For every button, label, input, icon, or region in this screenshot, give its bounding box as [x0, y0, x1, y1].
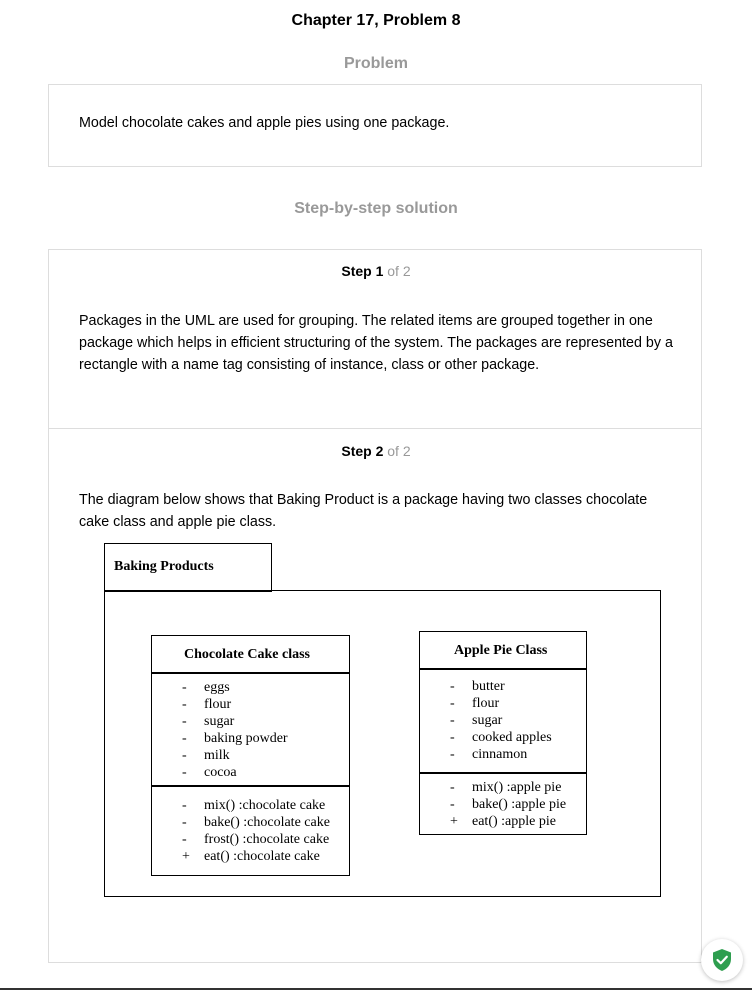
operation-row [182, 848, 320, 865]
visibility: - [182, 731, 187, 746]
problem-heading: Problem [343, 55, 408, 72]
step-2-text: The diagram below shows that Baking Product is a package having two classes chocolate cake class and apple pie class. [79, 492, 648, 530]
visibility: + [182, 849, 190, 864]
attribute-text: cinnamon [472, 747, 528, 762]
class-name: Apple Pie Class [454, 643, 548, 658]
visibility: - [450, 713, 455, 728]
attribute-text: cocoa [204, 765, 237, 780]
attribute-row [182, 679, 230, 696]
attribute-row [182, 747, 230, 764]
visibility: - [450, 797, 455, 812]
visibility: - [182, 815, 187, 830]
operation-row [182, 797, 325, 814]
security-badge[interactable] [701, 939, 743, 981]
visibility: - [182, 680, 187, 695]
operation-text: frost() :chocolate cake [204, 832, 330, 847]
attribute-row [182, 764, 237, 781]
attribute-text: milk [204, 748, 230, 763]
operation-text: mix() :apple pie [472, 780, 562, 795]
step-1-total: of 2 [387, 263, 411, 279]
step-2-label [0, 443, 752, 459]
visibility: + [450, 814, 458, 829]
package-name: Baking Products [114, 559, 214, 574]
attribute-text: sugar [472, 713, 503, 728]
operation-row [182, 831, 329, 848]
operation-row [450, 796, 566, 813]
visibility: - [182, 748, 187, 763]
solution-heading: Step-by-step solution [294, 200, 458, 217]
operation-text: bake() :chocolate cake [204, 815, 330, 830]
page-title: Chapter 17, Problem 8 [291, 12, 461, 29]
attribute-row [182, 713, 234, 730]
attribute-text: cooked apples [472, 730, 552, 745]
step-1-number: Step 1 [341, 263, 384, 279]
step-2-number: Step 2 [341, 443, 384, 459]
visibility: - [182, 697, 187, 712]
visibility: - [450, 696, 455, 711]
attribute-row [450, 695, 499, 712]
visibility: - [182, 765, 187, 780]
attribute-text: butter [472, 679, 505, 694]
class-divider [419, 772, 587, 774]
operation-text: eat() :chocolate cake [204, 849, 320, 864]
operation-row [450, 779, 561, 796]
step-1-text: Packages in the UML are used for grouping. The related items are grouped together in one package which helps in efficient structuring of the system. The packages are represented by a rectangle with a name tag consisting of instance, class or other package. [79, 313, 673, 373]
step-1-label [0, 263, 752, 279]
operation-row [182, 814, 330, 831]
visibility: - [182, 798, 187, 813]
class-divider [151, 672, 350, 674]
step-2-total: of 2 [387, 443, 411, 459]
attribute-row [450, 729, 552, 746]
visibility: - [450, 780, 455, 795]
operation-text: eat() :apple pie [472, 814, 556, 829]
operation-row [450, 813, 556, 830]
attribute-row [182, 696, 231, 713]
attribute-row [182, 730, 288, 747]
attribute-text: flour [472, 696, 500, 711]
class-name: Chocolate Cake class [184, 647, 310, 662]
attribute-row [450, 678, 505, 695]
attribute-text: baking powder [204, 731, 288, 746]
operation-text: bake() :apple pie [472, 797, 567, 812]
problem-text: Model chocolate cakes and apple pies using one package. [79, 115, 450, 131]
shield-check-icon [711, 948, 733, 972]
attribute-text: eggs [204, 680, 230, 695]
class-divider [419, 668, 587, 670]
attribute-row [450, 712, 502, 729]
class-divider [151, 785, 350, 787]
visibility: - [450, 747, 455, 762]
attribute-text: sugar [204, 714, 235, 729]
visibility: - [182, 714, 187, 729]
visibility: - [450, 679, 455, 694]
operation-text: mix() :chocolate cake [204, 798, 326, 813]
step-divider [49, 428, 701, 429]
attribute-row [450, 746, 527, 763]
visibility: - [182, 832, 187, 847]
visibility: - [450, 730, 455, 745]
attribute-text: flour [204, 697, 232, 712]
